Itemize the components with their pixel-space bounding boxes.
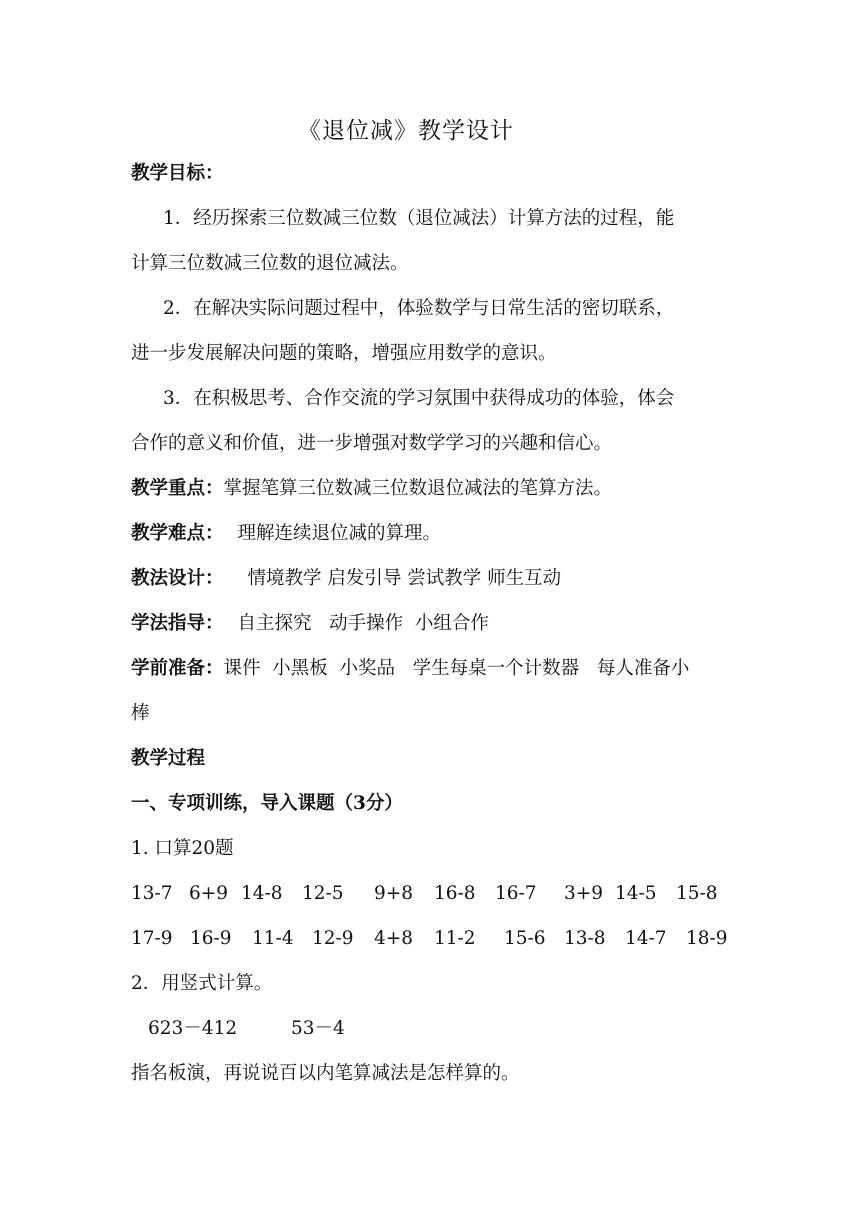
oral-item: 14-8 bbox=[241, 883, 283, 904]
oral-item: 11-4 bbox=[252, 928, 294, 949]
oral-item: 14-7 bbox=[625, 928, 667, 949]
vertical-item: 53－4 bbox=[291, 1018, 345, 1039]
difficulty-text: 理解连续退位减的算理。 bbox=[237, 523, 442, 544]
key-point-text: 掌握笔算三位数减三位数退位减法的笔算方法。 bbox=[223, 478, 613, 499]
oral-item: 13-7 bbox=[131, 883, 173, 904]
oral-item: 13-8 bbox=[564, 928, 606, 949]
study-label: 学法指导： bbox=[131, 613, 224, 634]
oral-item: 17-9 bbox=[131, 928, 173, 949]
goal-3-line-2: 合作的意义和价值，进一步增强对数学学习的兴趣和信心。 bbox=[131, 433, 613, 454]
method bbox=[131, 566, 741, 592]
goal-2-line-2: 进一步发展解决问题的策略，增强应用数学的意识。 bbox=[131, 343, 557, 364]
method-text: 情境教学 启发引导 尝试教学 师生互动 bbox=[247, 568, 562, 589]
goal-3-line-1: 3．在积极思考、合作交流的学习氛围中获得成功的体验，体会 bbox=[163, 388, 675, 409]
item-1: 1. 口算20题 bbox=[131, 838, 234, 859]
oral-item: 12-9 bbox=[312, 928, 354, 949]
method-label: 教法设计： bbox=[131, 568, 224, 589]
closing-text: 指名板演，再说说百以内笔算减法是怎样算的。 bbox=[131, 1063, 520, 1084]
prep-line-2: 棒 bbox=[131, 703, 150, 724]
oral-item: 3+9 bbox=[564, 883, 604, 904]
difficulty-label: 教学难点： bbox=[131, 523, 224, 544]
goals-heading: 教学目标： bbox=[131, 163, 224, 184]
oral-item: 14-5 bbox=[615, 883, 657, 904]
section-1-heading: 一、专项训练，导入课题（3分） bbox=[131, 793, 403, 814]
oral-item: 12-5 bbox=[302, 883, 344, 904]
study-text: 自主探究 动手操作 小组合作 bbox=[237, 613, 489, 634]
oral-item: 16-9 bbox=[190, 928, 232, 949]
document-title: 《退位减》教学设计 bbox=[298, 118, 514, 144]
process-heading: 教学过程 bbox=[131, 748, 206, 769]
oral-item: 16-8 bbox=[434, 883, 476, 904]
oral-item: 15-6 bbox=[504, 928, 546, 949]
oral-item: 16-7 bbox=[495, 883, 537, 904]
key-point-label: 教学重点： bbox=[131, 478, 224, 499]
oral-item: 9+8 bbox=[374, 883, 414, 904]
goal-1-line-2: 计算三位数减三位数的退位减法。 bbox=[131, 253, 409, 274]
prep bbox=[131, 656, 741, 682]
vertical-item: 623－412 bbox=[148, 1018, 238, 1039]
study bbox=[131, 611, 741, 637]
prep-text: 课件 小黑板 小奖品 学生每桌一个计数器 每人准备小 bbox=[223, 658, 690, 679]
difficulty bbox=[131, 521, 741, 547]
item-2: 2．用竖式计算。 bbox=[131, 973, 273, 994]
oral-item: 4+8 bbox=[374, 928, 414, 949]
oral-item: 11-2 bbox=[434, 928, 476, 949]
goal-2-line-1: 2．在解决实际问题过程中，体验数学与日常生活的密切联系， bbox=[163, 298, 675, 319]
goal-1-line-1: 1．经历探索三位数减三位数（退位减法）计算方法的过程，能 bbox=[163, 208, 675, 229]
oral-item: 6+9 bbox=[189, 883, 229, 904]
prep-label: 学前准备： bbox=[131, 658, 224, 679]
oral-item: 15-8 bbox=[676, 883, 718, 904]
key-point bbox=[131, 476, 741, 502]
oral-item: 18-9 bbox=[686, 928, 728, 949]
